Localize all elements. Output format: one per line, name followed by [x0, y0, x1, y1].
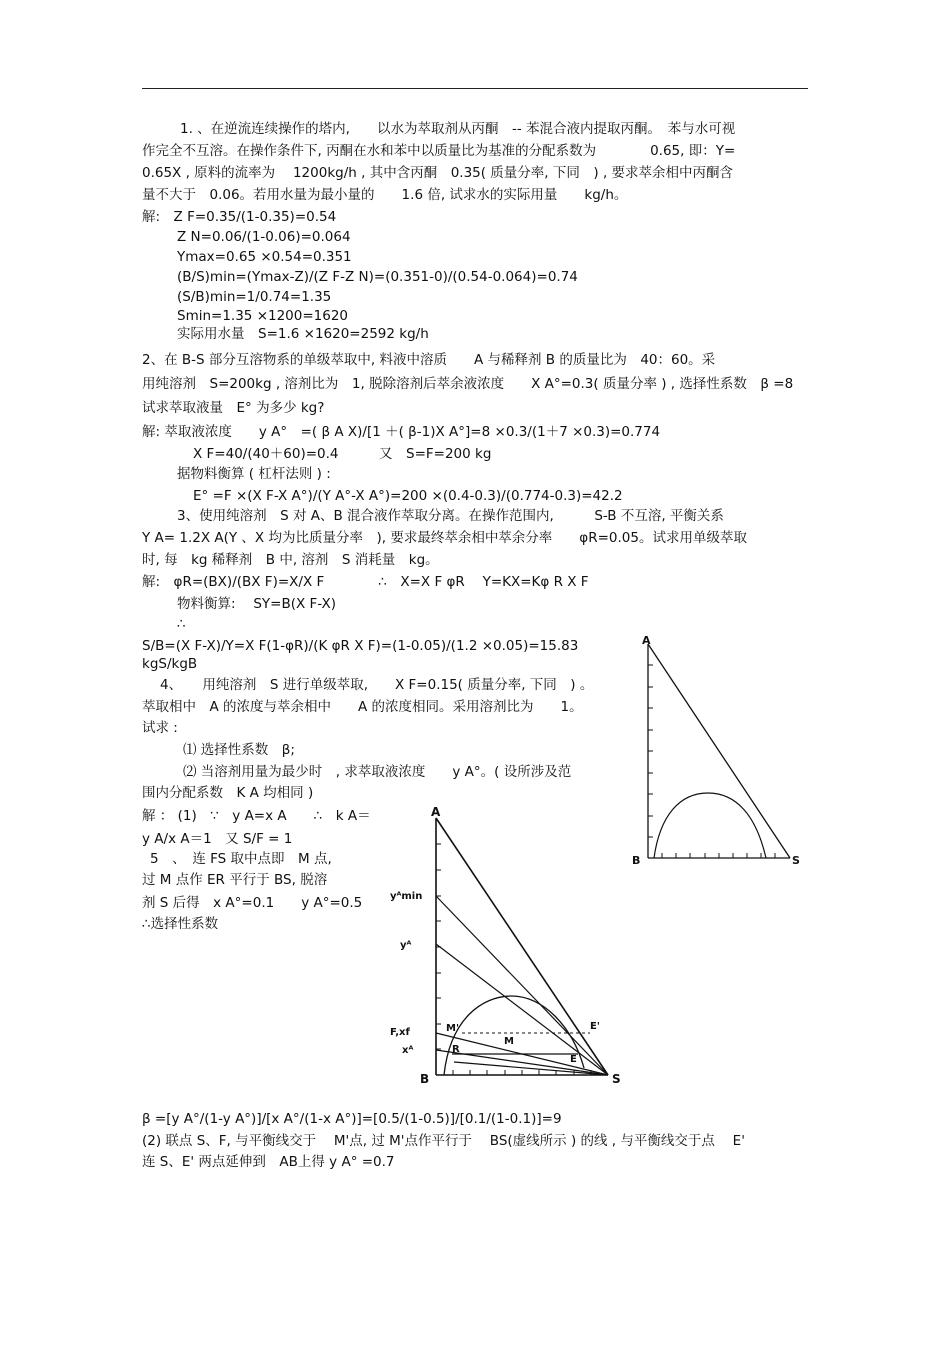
problem4-question-2-cont: 围内分配系数 K A 均相同 )	[142, 785, 314, 801]
problem2-line2: 用纯溶剂 S=200kg , 溶剂比为 1, 脱除溶剂后萃余液浓度 X A°=0.3( 质量分率 ) , 选择性系数 β =8	[142, 376, 794, 392]
problem3-solution-2: 物料衡算: SY=B(X F-X)	[177, 596, 337, 612]
header-rule	[142, 88, 808, 89]
problem3-line3: 时, 每 kg 稀释剂 B 中, 溶剂 S 消耗量 kg。	[142, 552, 439, 568]
hypotenuse-as	[648, 644, 790, 858]
problem4-solution-7: β =[y A°/(1-y A°)]/[x A°/(1-x A°)]=[0.5/(1-0.5)]/[0.1/(1-0.1)]=9	[142, 1111, 562, 1127]
phase-diagram-small	[632, 630, 812, 875]
problem4-solution-4: 过 M 点作 ER 平行于 BS, 脱溶	[142, 872, 328, 888]
problem4-line2: 萃取相中 A 的浓度与萃余相中 A 的浓度相同。采用溶剂比为 1。	[142, 699, 583, 715]
problem4-solution-1: 解 ： (1) ∵ y A=x A ∴ k A＝	[142, 808, 371, 824]
problem4-line3: 试求 :	[142, 720, 178, 736]
problem1-solution-3: Ymax=0.65 ×0.54=0.351	[177, 249, 352, 265]
problem3-line2: Y A= 1.2X A(Y 、X 均为比质量分率 ), 要求最终萃余相中萃余分率 φR=0.05。试求用单级萃取	[142, 530, 747, 546]
problem3-solution-1: 解: φR=(BX)/(BX F)=X/X F ∴ X=X F φR Y=KX=Kφ R X F	[142, 574, 589, 590]
r-label: R	[452, 1044, 460, 1055]
problem2-solution-3: 据物料衡算 ( 杠杆法则 ) :	[177, 466, 331, 482]
yamin-label: yᴬmin	[390, 891, 423, 902]
vertex-b-label: B	[632, 854, 641, 867]
hypotenuse-as	[436, 818, 608, 1075]
problem1-line3: 0.65X , 原料的流率为 1200kg/h , 其中含丙酮 0.35( 质量分率, 下同 ) , 要求萃余相中丙酮含	[142, 165, 734, 181]
problem4-question-2: ⑵ 当溶剂用量为最少时 , 求萃取液浓度 y A°。( 设所涉及范	[183, 764, 572, 780]
vertex-s-label: S	[612, 1072, 621, 1086]
problem1-solution-4: (B/S)min=(Ymax-Z)/(Z F-Z N)=(0.351-0)/(0.54-0.064)=0.74	[177, 269, 578, 285]
fxf-label: F,xf	[390, 1027, 410, 1038]
problem2-line3: 试求萃取液量 E° 为多少 kg?	[142, 400, 325, 416]
problem3-solution-3: ∴	[177, 616, 186, 632]
problem2-solution-4: E° =F ×(X F-X A°)/(Y A°-X A°)=200 ×(0.4-0.3)/(0.774-0.3)=42.2	[193, 488, 623, 504]
problem2-solution-2: X F=40/(40＋60)=0.4 又 S=F=200 kg	[193, 446, 492, 462]
problem4-solution-6: ∴选择性系数	[142, 916, 219, 932]
line-yamin-s	[436, 896, 608, 1075]
vertex-a-label: A	[642, 634, 651, 647]
e-prime-label: E'	[590, 1021, 600, 1032]
xa-label: xᴬ	[402, 1045, 414, 1056]
problem1-solution-7: 实际用水量 S=1.6 ×1620=2592 kg/h	[177, 326, 429, 342]
problem3-solution-4: S/B=(X F-X)/Y=X F(1-φR)/(K φR X F)=(1-0.05)/(1.2 ×0.05)=15.83	[142, 638, 579, 654]
problem1-solution-1: 解: Z F=0.35/(1-0.35)=0.54	[142, 209, 337, 225]
problem2-line1: 2、在 B-S 部分互溶物系的单级萃取中, 料液中溶质 A 与稀释剂 B 的质量比为 40：60。采	[142, 352, 716, 368]
problem4-solution-8: (2) 联点 S、F, 与平衡线交于 M'点, 过 M'点作平行于 BS(虚线所示 ) 的线 , 与平衡线交于点 E'	[142, 1133, 745, 1149]
problem4-question-1: ⑴ 选择性系数 β;	[183, 742, 295, 758]
vertex-s-label: S	[792, 854, 800, 867]
problem4-solution-2: y A/x A＝1 又 S/F = 1	[142, 831, 293, 847]
problem1-line2: 作完全不互溶。在操作条件下, 丙酮在水和苯中以质量比为基准的分配系数为 0.65, 即：Y=	[142, 143, 736, 159]
line-ya-s	[436, 944, 608, 1075]
vertex-a-label: A	[431, 805, 441, 819]
m-label: M	[504, 1036, 514, 1047]
binodal-curve	[654, 793, 766, 858]
problem1-solution-2: Z N=0.06/(1-0.06)=0.064	[177, 229, 351, 245]
problem4-line1: 4、 用纯溶剂 S 进行单级萃取, X F=0.15( 质量分率, 下同 ) 。	[160, 677, 594, 693]
problem4-solution-3: 5 、 连 FS 取中点即 M 点,	[150, 851, 332, 867]
m-prime-label: M'	[446, 1023, 460, 1034]
problem3-line1: 3、使用纯溶剂 S 对 A、B 混合液作萃取分离。在操作范围内, S-B 不互溶, 平衡关系	[177, 508, 724, 524]
problem1-line1: 1. 、在逆流连续操作的塔内, 以水为萃取剂从丙酮 -- 苯混合液内提取丙酮。 苯与水可视	[180, 121, 736, 137]
problem4-solution-5: 剂 S 后得 x A°=0.1 y A°=0.5	[142, 895, 363, 911]
problem1-solution-6: Smin=1.35 ×1200=1620	[177, 308, 349, 324]
problem4-solution-9: 连 S、E' 两点延伸到 AB上得 y A° =0.7	[142, 1154, 395, 1170]
vertex-b-label: B	[420, 1072, 430, 1086]
problem3-solution-5: kgS/kgB	[142, 656, 198, 672]
problem1-solution-5: (S/B)min=1/0.74=1.35	[177, 289, 332, 305]
phase-diagram-construction	[386, 800, 642, 1090]
ya-label: yᴬ	[400, 940, 412, 951]
problem2-solution-1: 解: 萃取液浓度 y A° =( β A X)/[1 ＋( β-1)X A°]=8 ×0.3/(1＋7 ×0.3)=0.774	[142, 424, 661, 440]
problem1-line4: 量不大于 0.06。若用水量为最小量的 1.6 倍, 试求水的实际用量 kg/h。	[142, 187, 628, 203]
e-label: E	[570, 1054, 577, 1065]
